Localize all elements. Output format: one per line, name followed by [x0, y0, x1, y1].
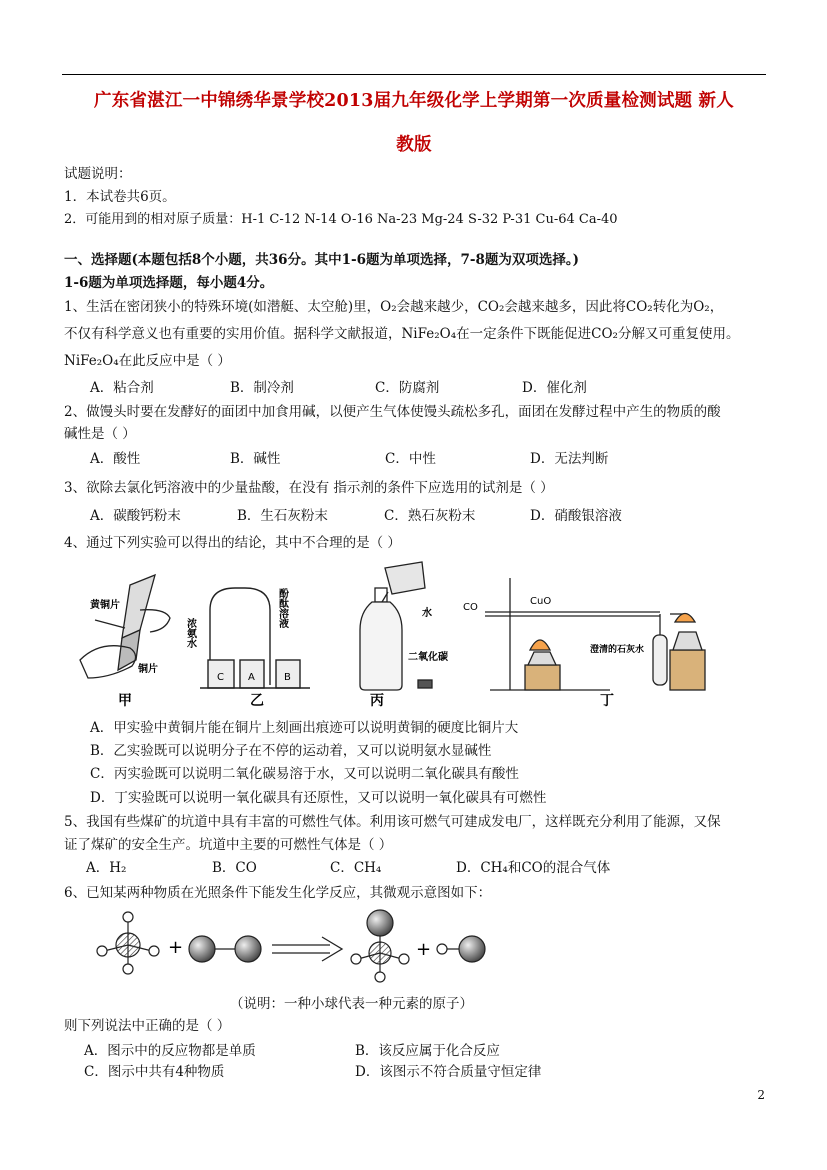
- label-jia: 甲: [118, 693, 132, 709]
- product-molecule-1: [351, 910, 409, 982]
- q4-option-c: C．丙实验既可以说明二氧化碳易溶于水，又可以说明二氧化碳具有酸性: [90, 766, 519, 782]
- q1-line-2: 不仅有科学意义也有重要的实用价值。据科学文献报道，NiFe₂O₄在一定条件下既能促进CO₂分解又可重复使用。: [64, 326, 740, 342]
- q6-molecule-diagram: [90, 905, 510, 990]
- q3-option-d: D．硝酸银溶液: [530, 508, 622, 524]
- q5-option-d: D．CH₄和CO的混合气体: [456, 860, 611, 876]
- q2-option-b: B．碱性: [230, 451, 281, 467]
- q5-line-2: 证了煤矿的安全生产。坑道中主要的可燃性气体是（ ）: [64, 837, 393, 853]
- q3-option-b: B．生石灰粉末: [237, 508, 328, 524]
- q3-line-1: 3、欲除去氯化钙溶液中的少量盐酸，在没有 指示剂的条件下应选用的试剂是（ ）: [64, 480, 554, 496]
- q4-option-d: D．丁实验既可以说明一氧化碳具有还原性，又可以说明一氧化碳具有可燃性: [90, 790, 547, 806]
- product-molecule-2: [437, 936, 485, 962]
- figure-bing: [360, 562, 432, 690]
- label-ding: 丁: [600, 693, 614, 709]
- q1-option-b: B．制冷剂: [230, 380, 294, 396]
- q1-option-a: A．粘合剂: [90, 380, 154, 396]
- q6-option-c: C．图示中共有4种物质: [84, 1064, 225, 1080]
- q5-option-a: A．H₂: [86, 860, 127, 876]
- q5-line-1: 5、我国有些煤矿的坑道中具有丰富的可燃性气体。利用该可燃气可建成发电厂，这样既充分利用了能源，又保: [64, 814, 721, 830]
- q6-option-a: A．图示中的反应物都是单质: [84, 1043, 256, 1059]
- instructions-heading: 试题说明：: [64, 166, 132, 182]
- q6-option-d: D．该图示不符合质量守恒定律: [355, 1064, 542, 1080]
- section-1-heading: 一、选择题(本题包括8个小题，共36分。其中1-6题为单项选择，7-8题为双项选择。): [64, 252, 579, 268]
- label-beaker-b: B: [284, 672, 291, 683]
- q3-option-c: C．熟石灰粉末: [384, 508, 476, 524]
- label-shui: 水: [422, 608, 432, 619]
- title-line-1: 广东省湛江一中锦绣华景学校2013届九年级化学上学期第一次质量检测试题 新人: [94, 91, 734, 111]
- q1-option-c: C．防腐剂: [375, 380, 440, 396]
- label-beaker-c: C: [217, 672, 224, 683]
- plus-sign-1: +: [168, 937, 184, 958]
- q3-option-a: A．碳酸钙粉末: [90, 508, 181, 524]
- label-huangtong: 黄铜片: [90, 600, 120, 611]
- q4-option-a: A．甲实验中黄铜片能在铜片上刻画出痕迹可以说明黄铜的硬度比铜片大: [90, 720, 519, 736]
- label-tongpian: 铜片: [138, 664, 158, 675]
- q1-option-d: D．催化剂: [522, 380, 587, 396]
- q2-line-2: 碱性是（ ）: [64, 426, 136, 442]
- q4-option-b: B．乙实验既可以说明分子在不停的运动着，又可以说明氨水显碱性: [90, 743, 492, 759]
- q5-option-b: B．CO: [212, 860, 257, 876]
- label-co: CO: [463, 602, 478, 613]
- q4-line-1: 4、通过下列实验可以得出的结论，其中不合理的是（ ）: [64, 535, 401, 551]
- reaction-arrow: [272, 937, 342, 961]
- label-nongan: 浓氨水: [184, 618, 196, 648]
- q2-option-a: A．酸性: [90, 451, 141, 467]
- reactant-molecule-1: [97, 912, 159, 974]
- q1-line-1: 1、生活在密闭狭小的特殊环境(如潜艇、太空舱)里，O₂会越来越少，CO₂会越来越多，因此将CO₂转化为O₂，: [64, 299, 724, 315]
- instructions-item-2: 2．可能用到的相对原子质量：H-1 C-12 N-14 O-16 Na-23 Mg-24 S-32 P-31 Cu-64 Ca-40: [64, 212, 618, 227]
- reactant-molecule-2: [189, 936, 261, 962]
- label-fenjiao: 酚酞溶液: [276, 588, 288, 628]
- label-cuo: CuO: [530, 596, 552, 607]
- q6-option-b: B．该反应属于化合反应: [355, 1043, 500, 1059]
- q2-option-d: D．无法判断: [530, 451, 609, 467]
- q2-option-c: C．中性: [385, 451, 436, 467]
- section-1-sub: 1-6题为单项选择题，每小题4分。: [64, 275, 274, 291]
- page-number: 2: [757, 1088, 765, 1102]
- plus-sign-2: +: [416, 939, 432, 960]
- instructions-item-1: 1．本试卷共6页。: [64, 189, 176, 205]
- q2-line-1: 2、做馒头时要在发酵好的面团中加食用碱，以便产生气体使馒头疏松多孔，面团在发酵过程中产生的物质的酸: [64, 404, 721, 420]
- figure-jia: [80, 575, 170, 678]
- figure-ding: [485, 578, 705, 690]
- q5-option-c: C．CH₄: [330, 860, 382, 876]
- q6-note: （说明：一种小球代表一种元素的原子）: [230, 996, 473, 1012]
- label-co2: 二氧化碳: [408, 652, 448, 663]
- q6-line-2: 则下列说法中正确的是（ ）: [64, 1018, 231, 1034]
- label-yi: 乙: [250, 693, 264, 709]
- label-beaker-a: A: [248, 672, 255, 683]
- header-rule: [62, 74, 766, 75]
- q6-line-1: 6、已知某两种物质在光照条件下能发生化学反应，其微观示意图如下：: [64, 885, 492, 901]
- q1-line-3: NiFe₂O₄在此反应中是（ ）: [64, 353, 231, 369]
- title-line-2: 教版: [396, 135, 432, 155]
- label-bing: 丙: [370, 693, 384, 709]
- q4-experiment-figure: [70, 560, 710, 710]
- label-shihui: 澄清的石灰水: [590, 645, 645, 655]
